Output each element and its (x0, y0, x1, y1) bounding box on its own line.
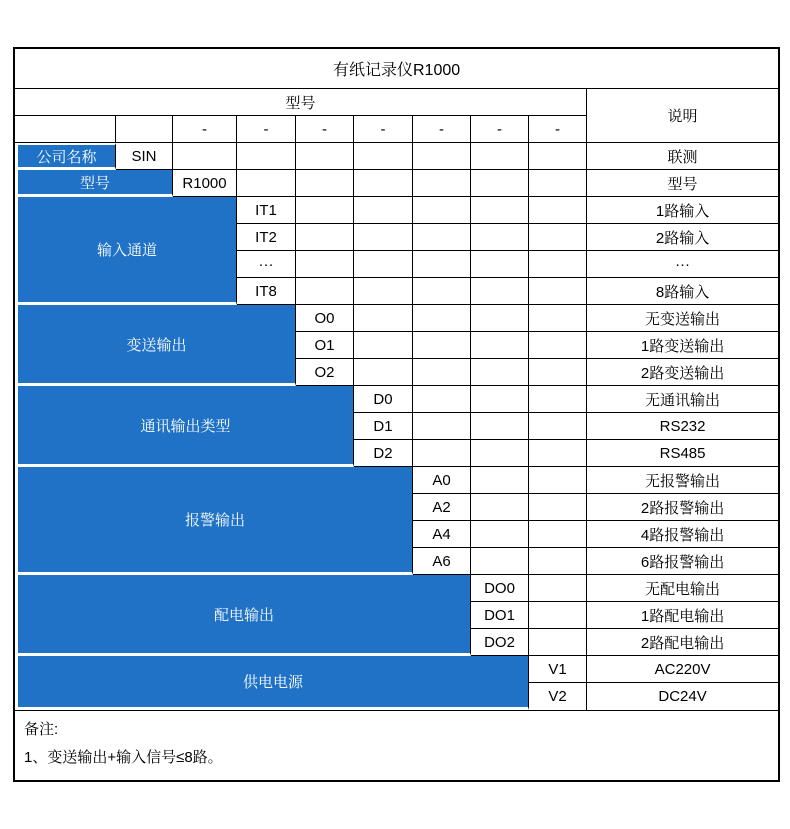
empty-cell (354, 278, 413, 305)
code-cell: O2 (296, 359, 354, 386)
empty-cell (529, 197, 587, 224)
code-cell: D1 (354, 413, 413, 440)
dash-cell: - (529, 116, 587, 143)
empty-cell (354, 224, 413, 251)
empty-cell (354, 143, 413, 170)
empty-cell (529, 602, 587, 629)
code-cell: IT1 (237, 197, 296, 224)
section-communication-output-type: 通讯输出类型 (15, 386, 354, 467)
model-number-header: 型号 (15, 89, 587, 116)
desc-cell: 1路配电输出 (587, 602, 778, 629)
empty-cell (529, 413, 587, 440)
desc-cell: 无配电输出 (587, 575, 778, 602)
empty-cell (471, 521, 529, 548)
empty-cell (529, 494, 587, 521)
empty-cell (471, 170, 529, 197)
notes-item-1: 1、变送输出+输入信号≤8路。 (24, 749, 223, 766)
section-transmitter-output: 变送输出 (15, 305, 296, 386)
code-cell: D0 (354, 386, 413, 413)
code-cell: IT2 (237, 224, 296, 251)
table-row (15, 575, 778, 602)
description-header: 说明 (587, 89, 778, 143)
empty-cell (296, 251, 354, 278)
product-model-table (13, 47, 780, 782)
empty-cell (354, 305, 413, 332)
empty-cell (471, 305, 529, 332)
empty-cell (529, 170, 587, 197)
table-row (15, 143, 778, 170)
dash-cell: - (173, 116, 237, 143)
empty-cell (529, 386, 587, 413)
empty-cell (471, 251, 529, 278)
empty-cell (471, 548, 529, 575)
code-cell: A6 (413, 548, 471, 575)
empty-cell (471, 197, 529, 224)
empty-cell (413, 440, 471, 467)
code-cell: A0 (413, 467, 471, 494)
table-row (15, 656, 778, 683)
empty-cell (354, 197, 413, 224)
empty-cell (237, 143, 296, 170)
empty-cell (413, 278, 471, 305)
empty-cell (529, 629, 587, 656)
desc-cell: RS485 (587, 440, 778, 467)
empty-cell (413, 224, 471, 251)
empty-cell (529, 332, 587, 359)
empty-cell (529, 575, 587, 602)
empty-cell (296, 197, 354, 224)
dash-cell: - (413, 116, 471, 143)
desc-cell: 2路报警输出 (587, 494, 778, 521)
table-row (15, 89, 778, 116)
desc-cell: 无变送输出 (587, 305, 778, 332)
empty-cell (471, 332, 529, 359)
dash-cell: - (471, 116, 529, 143)
empty-cell (471, 386, 529, 413)
desc-cell: 联测 (587, 143, 778, 170)
desc-cell: 6路报警输出 (587, 548, 778, 575)
dash-cell: - (296, 116, 354, 143)
code-cell: A2 (413, 494, 471, 521)
desc-cell: 4路报警输出 (587, 521, 778, 548)
empty-cell (354, 251, 413, 278)
desc-cell: 8路输入 (587, 278, 778, 305)
code-cell: D2 (354, 440, 413, 467)
table-body (15, 49, 778, 780)
footer-row (15, 710, 778, 780)
empty-cell (296, 224, 354, 251)
empty-cell (413, 170, 471, 197)
empty-cell (529, 251, 587, 278)
desc-cell: 1路输入 (587, 197, 778, 224)
empty-cell (413, 386, 471, 413)
empty-cell (529, 143, 587, 170)
code-cell: DO2 (471, 629, 529, 656)
code-cell: V1 (529, 656, 587, 683)
empty-cell (413, 143, 471, 170)
empty-cell (413, 413, 471, 440)
title-row (15, 49, 778, 89)
table-row (15, 197, 778, 224)
code-cell: SIN (116, 143, 173, 170)
empty-cell (529, 278, 587, 305)
desc-cell: RS232 (587, 413, 778, 440)
section-alarm-output: 报警输出 (15, 467, 413, 575)
empty-cell (296, 278, 354, 305)
empty-cell (116, 116, 173, 143)
code-cell: V2 (529, 683, 587, 710)
empty-cell (173, 143, 237, 170)
empty-cell (529, 467, 587, 494)
empty-cell (529, 224, 587, 251)
code-cell: R1000 (173, 170, 237, 197)
empty-cell (529, 548, 587, 575)
empty-cell (471, 494, 529, 521)
empty-cell (529, 359, 587, 386)
empty-cell (471, 359, 529, 386)
desc-cell: ··· (587, 251, 778, 278)
table-row (15, 386, 778, 413)
empty-cell (529, 440, 587, 467)
code-cell: ··· (237, 251, 296, 278)
empty-cell (296, 170, 354, 197)
empty-cell (413, 251, 471, 278)
empty-cell (413, 197, 471, 224)
code-cell: O1 (296, 332, 354, 359)
empty-cell (529, 521, 587, 548)
empty-cell (471, 467, 529, 494)
code-cell: A4 (413, 521, 471, 548)
desc-cell: 2路输入 (587, 224, 778, 251)
empty-cell (413, 359, 471, 386)
desc-cell: 2路变送输出 (587, 359, 778, 386)
empty-cell (471, 224, 529, 251)
desc-cell: 无报警输出 (587, 467, 778, 494)
code-cell: IT8 (237, 278, 296, 305)
notes-cell (15, 710, 778, 780)
empty-cell (471, 143, 529, 170)
empty-cell (471, 413, 529, 440)
notes-label: 备注: (24, 721, 59, 738)
section-power-supply: 供电电源 (15, 656, 529, 710)
section-input-channels: 输入通道 (15, 197, 237, 305)
empty-cell (471, 278, 529, 305)
dash-cell: - (237, 116, 296, 143)
empty-cell (354, 359, 413, 386)
desc-cell: 1路变送输出 (587, 332, 778, 359)
desc-cell: AC220V (587, 656, 778, 683)
section-distribution-output: 配电输出 (15, 575, 471, 656)
desc-cell: 2路配电输出 (587, 629, 778, 656)
code-cell: DO0 (471, 575, 529, 602)
empty-cell (354, 170, 413, 197)
empty-cell (237, 170, 296, 197)
table-title: 有纸记录仪R1000 (15, 49, 778, 89)
empty-cell (296, 143, 354, 170)
empty-cell (471, 440, 529, 467)
desc-cell: 无通讯输出 (587, 386, 778, 413)
section-company-name: 公司名称 (15, 143, 116, 170)
code-cell: DO1 (471, 602, 529, 629)
empty-cell (15, 116, 116, 143)
empty-cell (529, 305, 587, 332)
dash-cell: - (354, 116, 413, 143)
empty-cell (413, 305, 471, 332)
empty-cell (413, 332, 471, 359)
section-model: 型号 (15, 170, 173, 197)
table-row (15, 467, 778, 494)
desc-cell: DC24V (658, 688, 707, 705)
desc-cell: 型号 (587, 170, 778, 197)
empty-cell (354, 332, 413, 359)
table-row (15, 170, 778, 197)
code-cell: O0 (296, 305, 354, 332)
table-row (15, 305, 778, 332)
